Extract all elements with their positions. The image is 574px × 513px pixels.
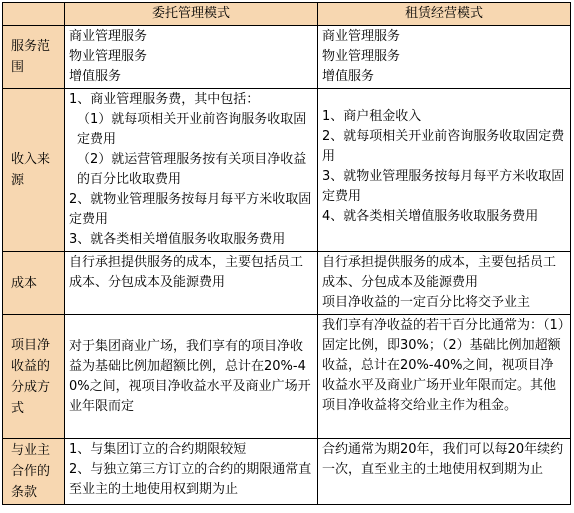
cell <box>65 26 318 89</box>
cell-line: 增值服务 <box>69 69 122 84</box>
column-header-lease-operation: 租赁经营模式 <box>318 3 571 26</box>
corner-cell <box>3 3 65 26</box>
cell <box>65 315 318 439</box>
cell <box>318 315 571 439</box>
cell <box>65 439 318 505</box>
row-header-profit-sharing: 项目净收益的分成方式 <box>3 315 65 439</box>
column-header-entrusted-management: 委托管理模式 <box>65 3 318 26</box>
cell-line: 我们享有净收益的若干百分比通常为：（1）固定比例，即30%；（2）基础比例加超额收益，总计在20%-40%之间，视项目净收益水平及商业广场开业年限而定。其他项目净收益将交给业主作为租金。 <box>322 318 565 413</box>
table-row <box>3 89 571 252</box>
cell-line: 3、就物业管理服务按每月每平方米收取固定费用 <box>322 169 565 204</box>
row-header-revenue-source: 收入来源 <box>3 89 65 252</box>
cell <box>318 252 571 315</box>
cell <box>318 89 571 252</box>
row-header-service-scope: 服务范围 <box>3 26 65 89</box>
cell-line: 项目净收益的一定百分比将交予业主 <box>322 295 531 310</box>
cell <box>318 26 571 89</box>
cell-line: 对于集团商业广场，我们享有的项目净收益为基础比例加超额比例，总计在20%-40%之间，视项目净收益水平及商业广场开业年限而定 <box>69 338 311 414</box>
cell-line: 自行承担提供服务的成本，主要包括员工成本、分包成本及能源费用 <box>322 255 557 290</box>
cell-line: 物业管理服务 <box>69 49 148 64</box>
cell-line: 1、商户租金收入 <box>322 109 422 124</box>
header-row <box>3 3 571 26</box>
table-row <box>3 315 571 439</box>
row-header-cost: 成本 <box>3 252 65 315</box>
cell-line: 增值服务 <box>322 69 375 84</box>
cell-line: 2、与独立第三方订立的合约的期限通常直至业主的土地使用权到期为止 <box>69 462 312 497</box>
cell <box>318 439 571 505</box>
cell-line: 商业管理服务 <box>322 29 401 44</box>
cell-line: 4、就各类相关增值服务收取服务费用 <box>322 209 539 224</box>
table-row <box>3 252 571 315</box>
cell <box>65 252 318 315</box>
cell-line: （2）就运营管理服务按有关项目净收益的百分比收取费用 <box>77 152 307 187</box>
cell-line: 合约通常为期20年，我们可以每20年续约一次，直至业主的土地使用权到期为止 <box>322 442 564 477</box>
table-row <box>3 26 571 89</box>
cell-line: 自行承担提供服务的成本，主要包括员工成本、分包成本及能源费用 <box>69 255 304 290</box>
table-row <box>3 439 571 505</box>
cell-line: 商业管理服务 <box>69 29 148 44</box>
cell-line: 2、就每项相关开业前咨询服务收取固定费用 <box>322 129 565 164</box>
row-header-cooperation-terms: 与业主合作的条款 <box>3 439 65 505</box>
cell-line: 2、就物业管理服务按每月每平方米收取固定费用 <box>69 192 312 227</box>
comparison-table <box>2 2 571 505</box>
cell-line: 物业管理服务 <box>322 49 401 64</box>
cell-line: 1、商业管理服务费，其中包括： <box>69 92 260 107</box>
cell <box>65 89 318 252</box>
cell-line: （1）就每项相关开业前咨询服务收取固定费用 <box>77 112 307 147</box>
cell-line: 3、就各类相关增值服务收取服务费用 <box>69 232 286 247</box>
cell-line: 1、与集团订立的合约期限较短 <box>69 442 247 457</box>
